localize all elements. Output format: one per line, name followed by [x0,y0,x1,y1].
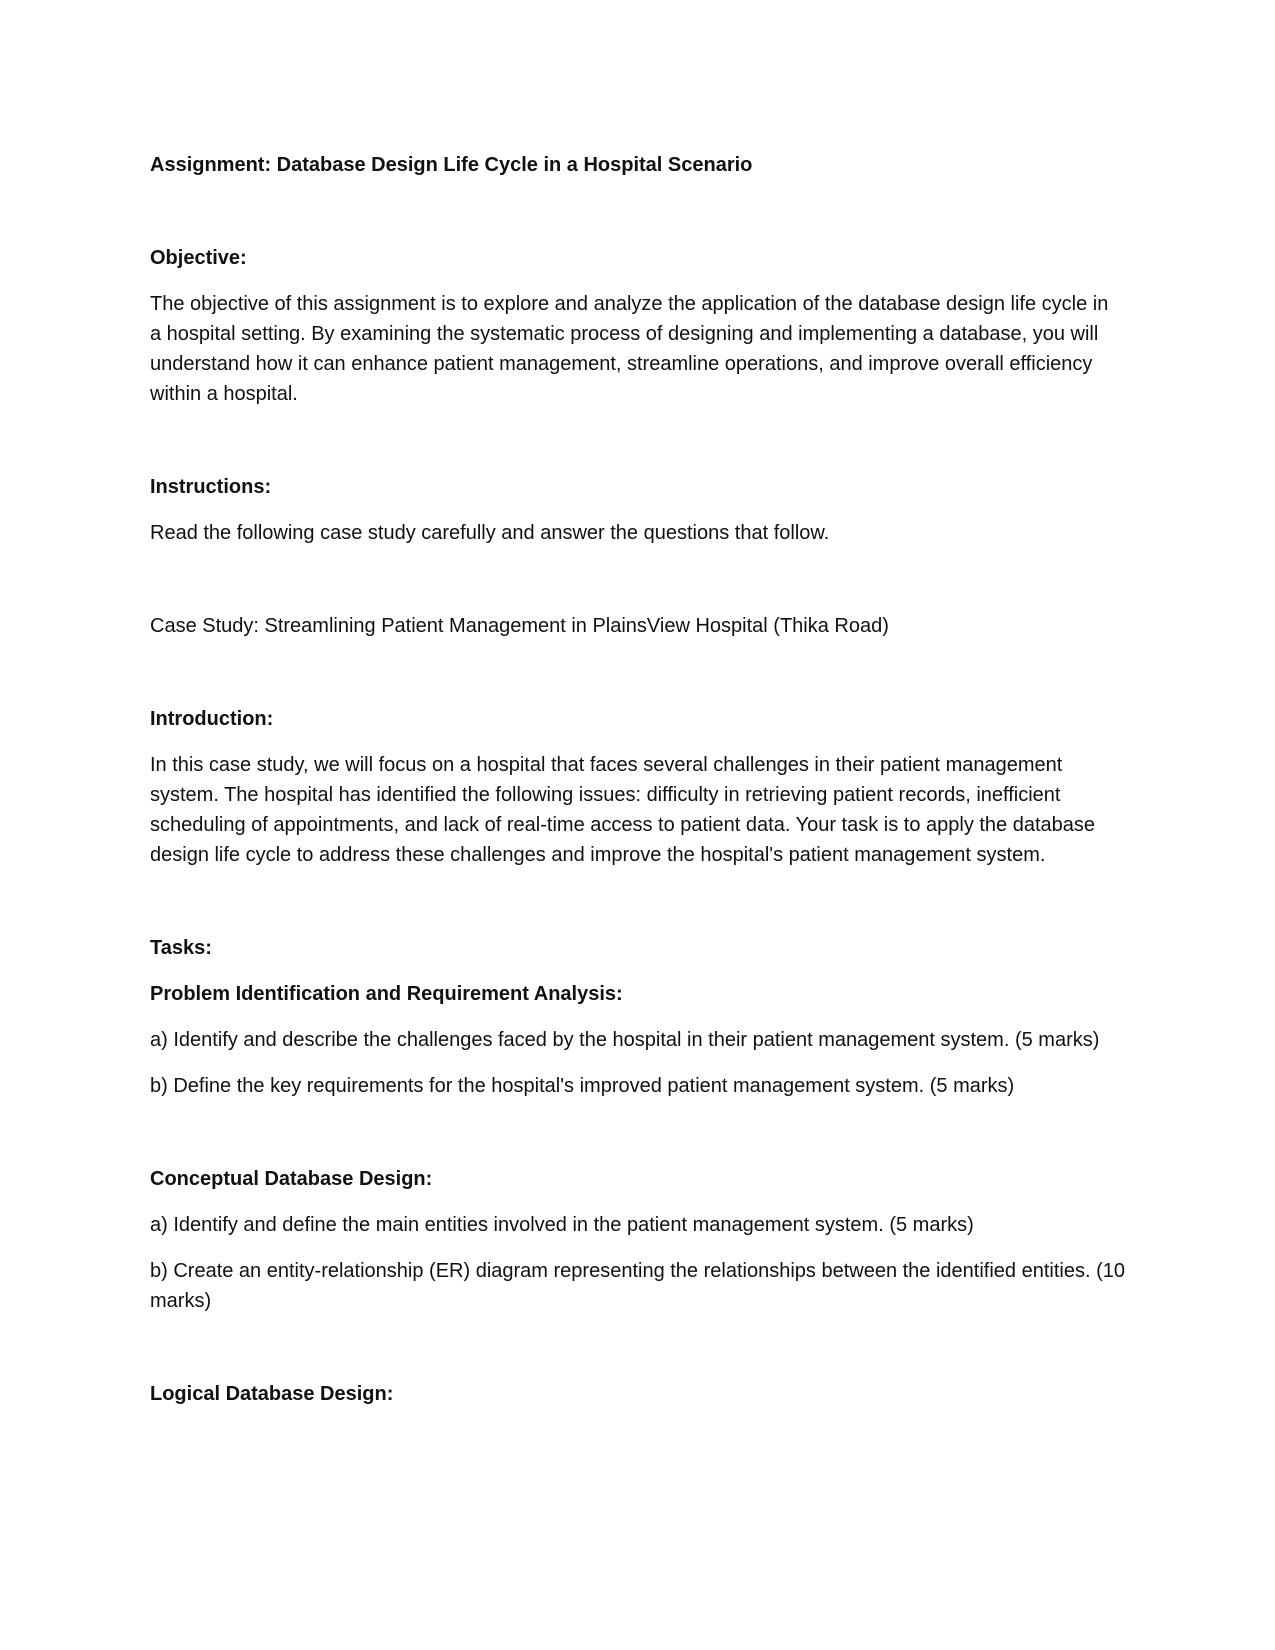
introduction-heading: Introduction: [150,708,274,730]
instructions-heading: Instructions: [150,476,272,498]
task-item-2a: a) Identify and define the main entities involved in the patient management system. (5 marks) [150,1214,974,1236]
introduction-text: In this case study, we will focus on a hospital that faces several challenges in their patient management system. The hospital has identified the following issues: difficulty in retrieving patient records, inefficient scheduling of appointments, and lack of real-time access to patient data. Your task is to apply the database design life cycle to address these challenges and improve the hospital's patient management system. [150,754,1096,866]
tasks-heading: Tasks: [150,937,212,959]
section-heading-logical-design: Logical Database Design: [150,1383,394,1405]
task-item-1a: a) Identify and describe the challenges faced by the hospital in their patient management system. (5 marks) [150,1029,1100,1051]
objective-heading: Objective: [150,247,247,269]
instructions-text: Read the following case study carefully and answer the questions that follow. [150,522,830,544]
task-item-1b: b) Define the key requirements for the hospital's improved patient management system. (5 marks) [150,1075,1015,1097]
objective-text: The objective of this assignment is to explore and analyze the application of the database design life cycle in a hospital setting. By examining the systematic process of designing and implementing a database, you will understand how it can enhance patient management, streamline operations, and improve overall efficiency within a hospital. [150,293,1109,405]
document-title: Assignment: Database Design Life Cycle in a Hospital Scenario [150,154,753,176]
document-body [150,150,1125,1409]
case-study-title: Case Study: Streamlining Patient Management in PlainsView Hospital (Thika Road) [150,615,889,637]
task-item-2b: b) Create an entity-relationship (ER) diagram representing the relationships between the identified entities. (10 marks) [150,1260,1125,1312]
section-heading-conceptual-design: Conceptual Database Design: [150,1168,433,1190]
section-heading-problem-identification: Problem Identification and Requirement Analysis: [150,983,623,1005]
